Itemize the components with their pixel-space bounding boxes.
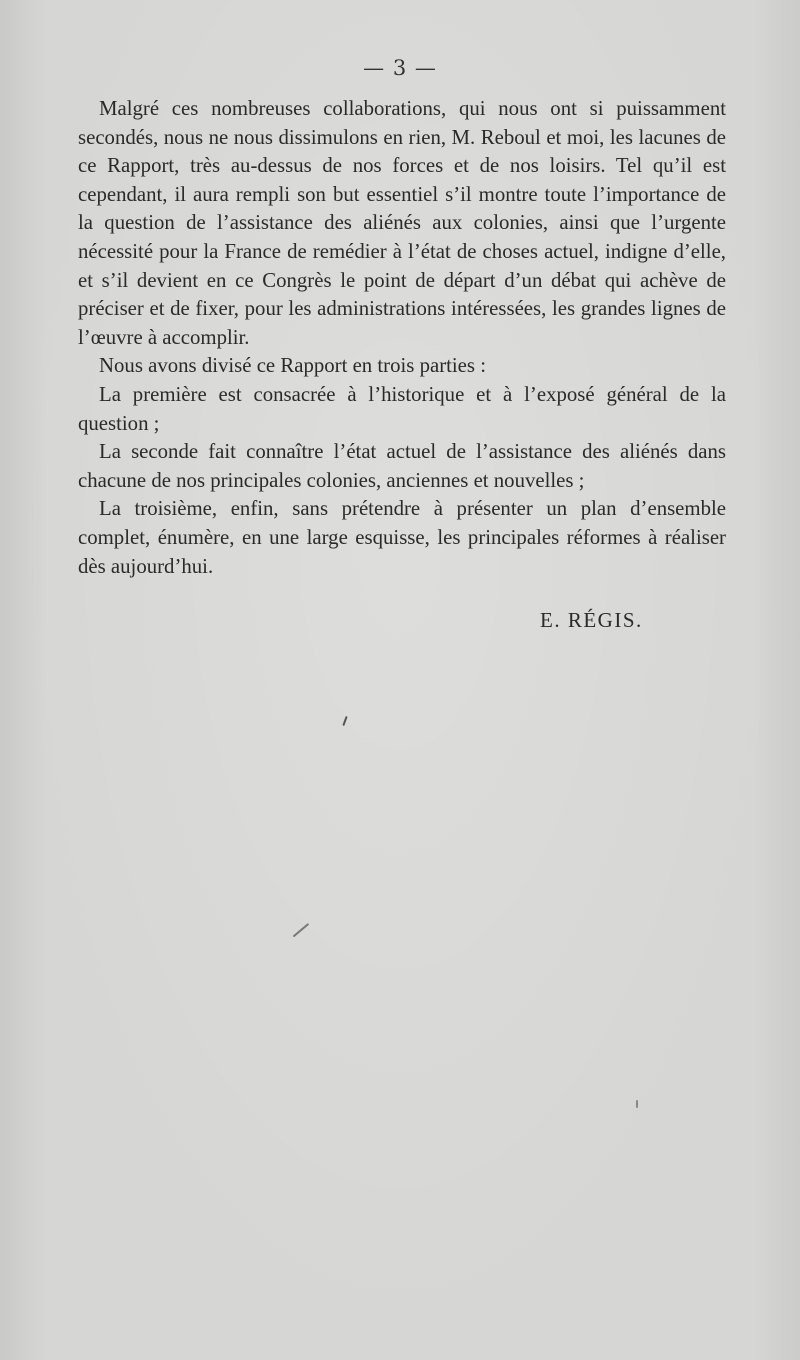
- page-number: — 3 —: [363, 56, 437, 80]
- ink-speck: [293, 923, 309, 937]
- author-signature: E. RÉGIS.: [540, 608, 643, 632]
- paragraph-4: La seconde fait connaître l’état actuel de l’assistance des aliénés dans chacune de nos principales colonies, anciennes et nouvelles ;: [78, 440, 726, 492]
- paragraph-3: La première est consacrée à l’historique et à l’exposé général de la question ;: [78, 382, 726, 435]
- ink-speck: [342, 716, 347, 726]
- paragraph-1: Malgré ces nombreuses collaborations, qui nous ont si puissamment secondés, nous ne nous dissimulons en rien, M. Reboul et moi, les lacunes de ce Rapport, très au-dessus de nos forces et de nos loisirs. Tel qu’il est cependant, il aura rempli son but essentiel s’il montre toute l’importance de la question de l’assistance des aliénés aux colonies, ainsi que l’urgente nécessité pour la France de remédier à l’état de choses actuel, indigne d’elle, et s’il devient en ce Congrès le point de départ d’un débat qui achève de préciser et de fixer, pour les administrations intéressées, les grandes lignes de l’œuvre à accomplir.: [78, 97, 726, 349]
- ink-speck: [636, 1100, 638, 1108]
- paragraph-5: La troisième, enfin, sans prétendre à présenter un plan d’ensemble complet, énumère, en une large esquisse, les principales réformes à réaliser dès aujourd’hui.: [78, 497, 726, 578]
- paragraph-2: Nous avons divisé ce Rapport en trois parties :: [99, 354, 486, 378]
- body-text: [78, 95, 726, 581]
